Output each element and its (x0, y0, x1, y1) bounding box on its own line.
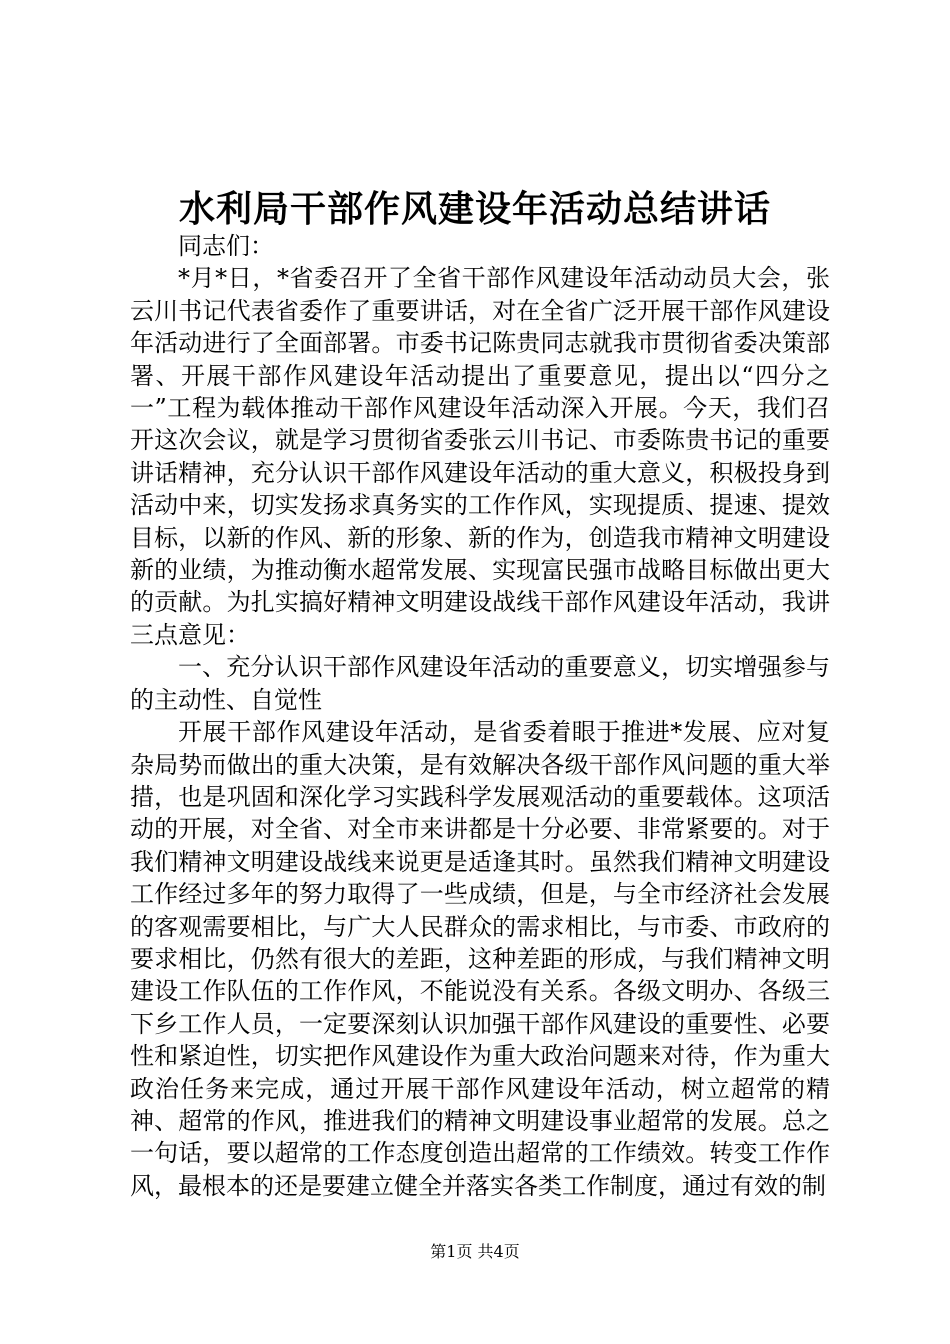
body-paragraph: 开展干部作风建设年活动，是省委着眼于推进*发展、应对复杂局势而做出的重大决策，是有效解决各级干部作风问题的重大举措，也是巩固和深化学习实践科学发展观活动的重要载体。这项活动的开展，对全省、对全市来讲都是十分必要、非常紧要的。对于我们精神文明建设战线来说更是适逢其时。虽然我们精神文明建设工作经过多年的努力取得了一些成绩，但是，与全市经济社会发展的客观需要相比，与广大人民群众的需求相比，与市委、市政府的要求相比，仍然有很大的差距，这种差距的形成，与我们精神文明建设工作队伍的工作作风，不能说没有关系。各级文明办、各级三下乡工作人员，一定要深刻认识加强干部作风建设的重要性、必要性和紧迫性，切实把作风建设作为重大政治问题来对待，作为重大政治任务来完成，通过开展干部作风建设年活动，树立超常的精神、超常的作风，推进我们的精神文明建设事业超常的发展。总之一句话，要以超常的工作态度创造出超常的工作绩效。转变工作作风，最根本的还是要建立健全并落实各类工作制度，通过有效的制 (130, 718, 830, 1200)
page-footer: 第1页 共4页 (430, 1242, 520, 1261)
document-body (130, 230, 830, 1202)
document-title: 水利局干部作风建设年活动总结讲话 (178, 188, 771, 230)
section-heading: 一、充分认识干部作风建设年活动的重要意义，切实增强参与的主动性、自觉性 (130, 653, 830, 714)
salutation-paragraph: 同志们： (178, 232, 274, 260)
body-paragraph: *月*日，*省委召开了全省干部作风建设年活动动员大会，张云川书记代表省委作了重要讲话，对在全省广泛开展干部作风建设年活动进行了全面部署。市委书记陈贵同志就我市贯彻省委决策部署、开展干部作风建设年活动提出了重要意见，提出以“四分之一”工程为载体推动干部作风建设年活动深入开展。今天，我们召开这次会议，就是学习贯彻省委张云川书记、市委陈贵书记的重要讲话精神，充分认识干部作风建设年活动的重大意义，积极投身到活动中来，切实发扬求真务实的工作作风，实现提质、提速、提效目标，以新的作风、新的形象、新的作为，创造我市精神文明建设新的业绩，为推动衡水超常发展、实现富民强市战略目标做出更大的贡献。为扎实搞好精神文明建设战线干部作风建设年活动，我讲三点意见： (130, 264, 830, 649)
